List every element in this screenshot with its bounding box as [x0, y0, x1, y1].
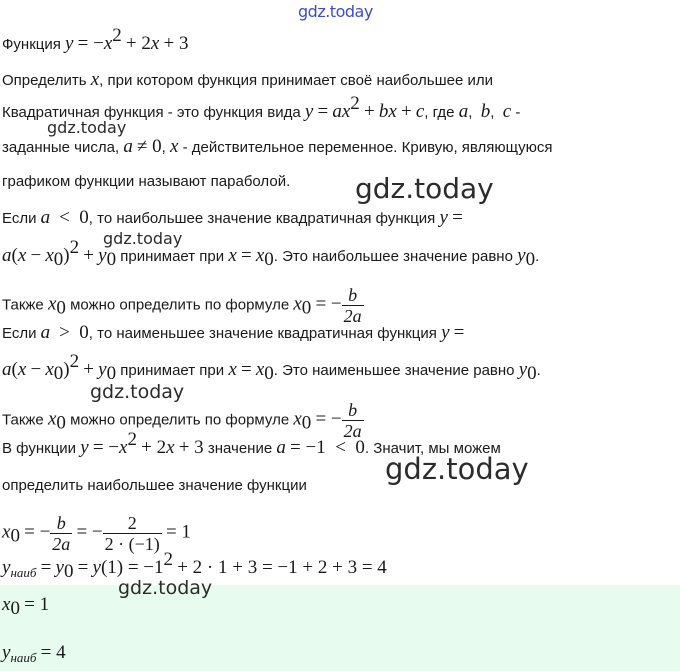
definition-text-2: заданные числа, — [2, 139, 120, 156]
case2-line-3: Также $x_0$ можно определить по формуле $x_0$ = − $\frac{b}{2a}$ — [2, 400, 362, 441]
task-line: Определить x, при котором функция принимает своё наибольшее или — [2, 69, 494, 90]
function-label: Функция — [2, 36, 61, 53]
watermark-2: gdz.today — [355, 172, 494, 205]
task-label: Определить — [2, 72, 87, 89]
definition-line-2: заданные числа, a ≠ 0, x - действительное переменное. Кривую, являющуюся — [2, 136, 553, 157]
takes-at-2: принимает при — [120, 362, 225, 379]
definition-text-3: графиком функции называют параболой. — [2, 173, 291, 190]
watermark-top: gdz.today — [298, 2, 373, 21]
watermark-3: gdz.today — [103, 229, 183, 248]
y-naib-calc: $y_{наиб} = y_0 = y(1) = -1^2 + 2 \cdot 1 + 3 = -1 + 2 + 3 = 4$ — [2, 549, 387, 582]
function-line: Функция $y = -x^2 + 2x + 3$ — [2, 25, 189, 54]
also-2: Также — [2, 411, 44, 429]
also-mid-1: можно определить по формуле — [70, 296, 290, 314]
case1-line-3: Также $x_0$ можно определить по формуле $x_0$ = − $\frac{b}{2a}$ — [2, 285, 362, 326]
case2-line-1: Если a > 0, то наименьшее значение квадратичная функция y = — [2, 322, 465, 343]
definition-text: Квадратичная функция - это функция вида — [2, 104, 301, 121]
case2-text: , то наименьшее значение квадратичная функция — [88, 325, 437, 342]
fraction-b-over-2a-1: $\frac{b}{2a}$ — [343, 285, 362, 326]
case1-end: . Это наибольшее значение равно — [273, 248, 513, 265]
in-function: В функции — [2, 440, 77, 457]
takes-at-1: принимает при — [120, 248, 225, 265]
definition-text-2b: - действительное переменное. Кривую, являющуюся — [182, 139, 553, 156]
case2-line-2: $a(x - x_0)^2 + y_0$ принимает при $x = x_0$. Это наименьшее значение равно $y_0$. — [2, 351, 541, 384]
definition-where: , где — [424, 104, 455, 121]
subscript-naib-1: наиб — [10, 565, 37, 580]
case1-line-1: Если a < 0, то наибольшее значение квадратичная функция y = — [2, 207, 463, 228]
value-word: значение — [207, 440, 273, 457]
fraction-b-over-2a-2: $\frac{b}{2a}$ — [343, 400, 362, 441]
watermark-4: gdz.today — [90, 381, 185, 403]
function-formula: y — [65, 33, 74, 54]
case1-text: , то наибольшее значение квадратичная функция — [88, 210, 436, 227]
task-text: , при котором функция принимает своё наибольшее или — [99, 72, 494, 89]
answer-y-naib: $y_{наиб} = 4$ — [2, 642, 66, 665]
watermark-5: gdz.today — [385, 452, 529, 486]
case2-end: . Это наименьшее значение равно — [273, 362, 515, 379]
definition-line-1: Квадратичная функция - это функция вида $y = ax^2$ + bx + c, где a, b, c - — [2, 93, 521, 122]
if-word-2: Если — [2, 325, 37, 342]
case1-line-2: $a(x - x_0)^2 + y_0$ принимает при $x = x_0$. Это наибольшее значение равно $y_0$. — [2, 237, 540, 270]
definition-line-3 — [2, 172, 290, 192]
fraction-b-2a: $\frac{b}{2a}$ — [52, 513, 71, 554]
watermark-6: gdz.today — [118, 577, 213, 599]
subscript-naib-2: наиб — [10, 650, 37, 665]
determine-text: определить наибольшее значение функции — [2, 477, 307, 494]
determine-line — [2, 476, 307, 496]
apply-line: В функции $y = -x^2 + 2x + 3$ значение a = −1 < 0. Значит, мы можем — [2, 429, 501, 458]
so-text: . Значит, мы можем — [364, 440, 501, 457]
fraction-2-over-minus1: $\frac{2}{2 \cdot (-1)}$ — [104, 513, 160, 554]
x0-calc: $x_0$ = − $\frac{b}{2a}$ = − $\frac{2}{2 \cdot (-1)}$ = 1 — [2, 513, 191, 554]
if-word-1: Если — [2, 210, 37, 227]
also-mid-2: можно определить по формуле — [70, 411, 290, 429]
answer-x0: $x_0 = 1$ — [2, 594, 50, 619]
watermark-1: gdz.today — [47, 118, 127, 137]
also-1: Также — [2, 296, 44, 314]
answer-box — [0, 585, 680, 671]
definition-dash: - — [515, 104, 521, 121]
